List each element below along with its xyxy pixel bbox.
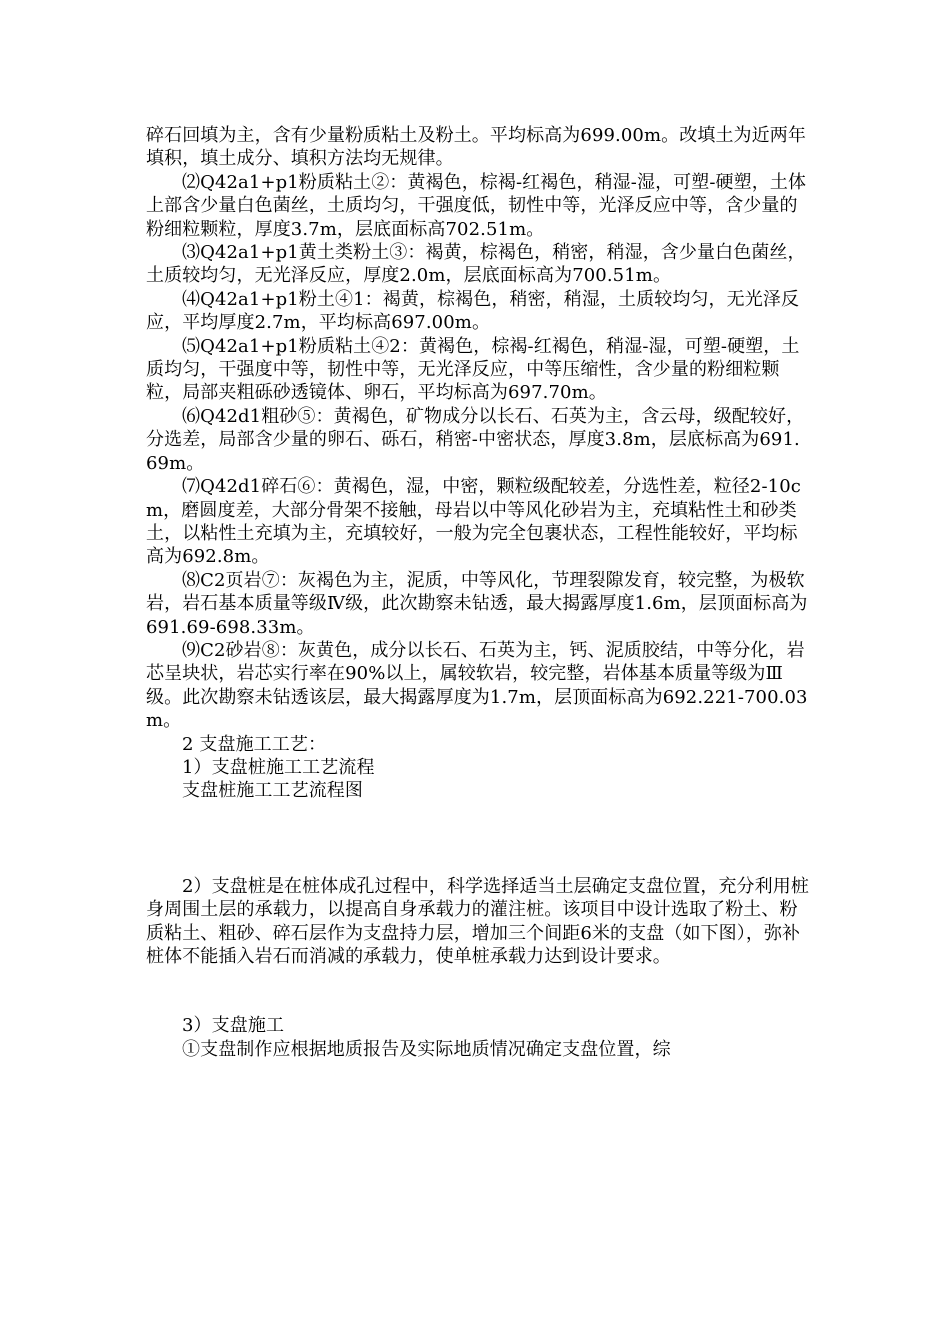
paragraph-loess-silt-3: ⑶Q42a1+p1黄土类粉土③：褐黄，棕褐色，稍密，稍湿，含少量白色菌丝，土质较均匀，无光泽反应，厚度2.0m，层底面标高为700.51m。: [146, 242, 806, 287]
section-heading-process: 2 支盘施工工艺：: [182, 733, 327, 755]
paragraph-silt-4-1: ⑷Q42a1+p1粉土④1：褐黄，棕褐色，稍密，稍湿，土质较均匀，无光泽反应，平均厚度2.7m，平均标高697.00m。: [146, 288, 800, 334]
paragraph-gravel-6: ⑺Q42d1碎石⑥：黄褐色，湿，中密，颗粒级配较差，分选性差，粒径2-10cm，磨圆度差，大部分骨架不接触，母岩以中等风化砂岩为主，充填粘性土和砂类土，以粘性土充填为主，充填较好，一般为完全包裹状态，工程性能较好，平均标高为692.8m。: [146, 476, 801, 568]
paragraph-shale-7: ⑻C2页岩⑦：灰褐色为主，泥质，中等风化，节理裂隙发育，较完整，为极软岩，岩石基本质量等级Ⅳ级，此次勘察未钻透，最大揭露厚度1.6m，层顶面标高为691.69-698.33m。: [146, 569, 808, 638]
subheading-branch-construction: 3）支盘施工: [182, 1015, 285, 1037]
document-body: [146, 124, 811, 1061]
paragraph-silty-clay-2: ⑵Q42a1+p1粉质粘土②：黄褐色，棕褐-红褐色，稍湿-湿，可塑-硬塑，土体上部含少量白色菌丝，土质均匀，干强度低，韧性中等，光泽反应中等，含少量的粉细粒颗粒，厚度3.7m，层底面标高702.51m。: [146, 171, 807, 240]
paragraph-branch-pile-description: 2）支盘桩是在桩体成孔过程中，科学选择适当土层确定支盘位置，充分利用桩身周围土层的承载力，以提高自身承载力的灌注桩。该项目中设计选取了粉土、粉质粘土、粗砂、碎石层作为支盘持力层，增加三个间距6米的支盘（如下图），弥补桩体不能插入岩石而消减的承载力，使单桩承载力达到设计要求。: [146, 875, 809, 967]
paragraph-sandstone-8: ⑼C2砂岩⑧：灰黄色，成分以长石、石英为主，钙、泥质胶结，中等分化，岩芯呈块状，岩芯实行率在90%以上，属较软岩，较完整，岩体基本质量等级为Ⅲ级。此次勘察未钻透该层，最大揭露厚度为1.7m，层顶面标高为692.221-700.03m。: [146, 639, 808, 732]
paragraph-silty-clay-4-2: ⑸Q42a1+p1粉质粘土④2：黄褐色，棕褐-红褐色，稍湿-湿，可塑-硬塑，土质均匀，干强度中等，韧性中等，无光泽反应，中等压缩性，含少量的粉细粒颗粒，局部夹粗砾砂透镜体、卵石，平均标高为697.70m。: [146, 335, 800, 404]
paragraph-coarse-sand-5: ⑹Q42d1粗砂⑤：黄褐色，矿物成分以长石、石英为主，含云母，级配较好，分选差，局部含少量的卵石、砾石，稍密-中密状态，厚度3.8m，层底标高为691.69m。: [146, 405, 805, 474]
paragraph-fill-soil-continued: 碎石回填为主，含有少量粉质粘土及粉土。平均标高为699.00m。改填土为近两年填积，填土成分、填积方法均无规律。: [146, 125, 806, 170]
subheading-process-flow: 1）支盘桩施工工艺流程: [182, 756, 375, 778]
figure-placeholder-flowchart: [146, 803, 811, 875]
paragraph-branch-construction-1: ①支盘制作应根据地质报告及实际地质情况确定支盘位置，综: [182, 1038, 671, 1060]
figure-caption-flowchart: 支盘桩施工工艺流程图: [182, 780, 363, 802]
figure-placeholder-branch-diagram: [146, 968, 811, 1014]
